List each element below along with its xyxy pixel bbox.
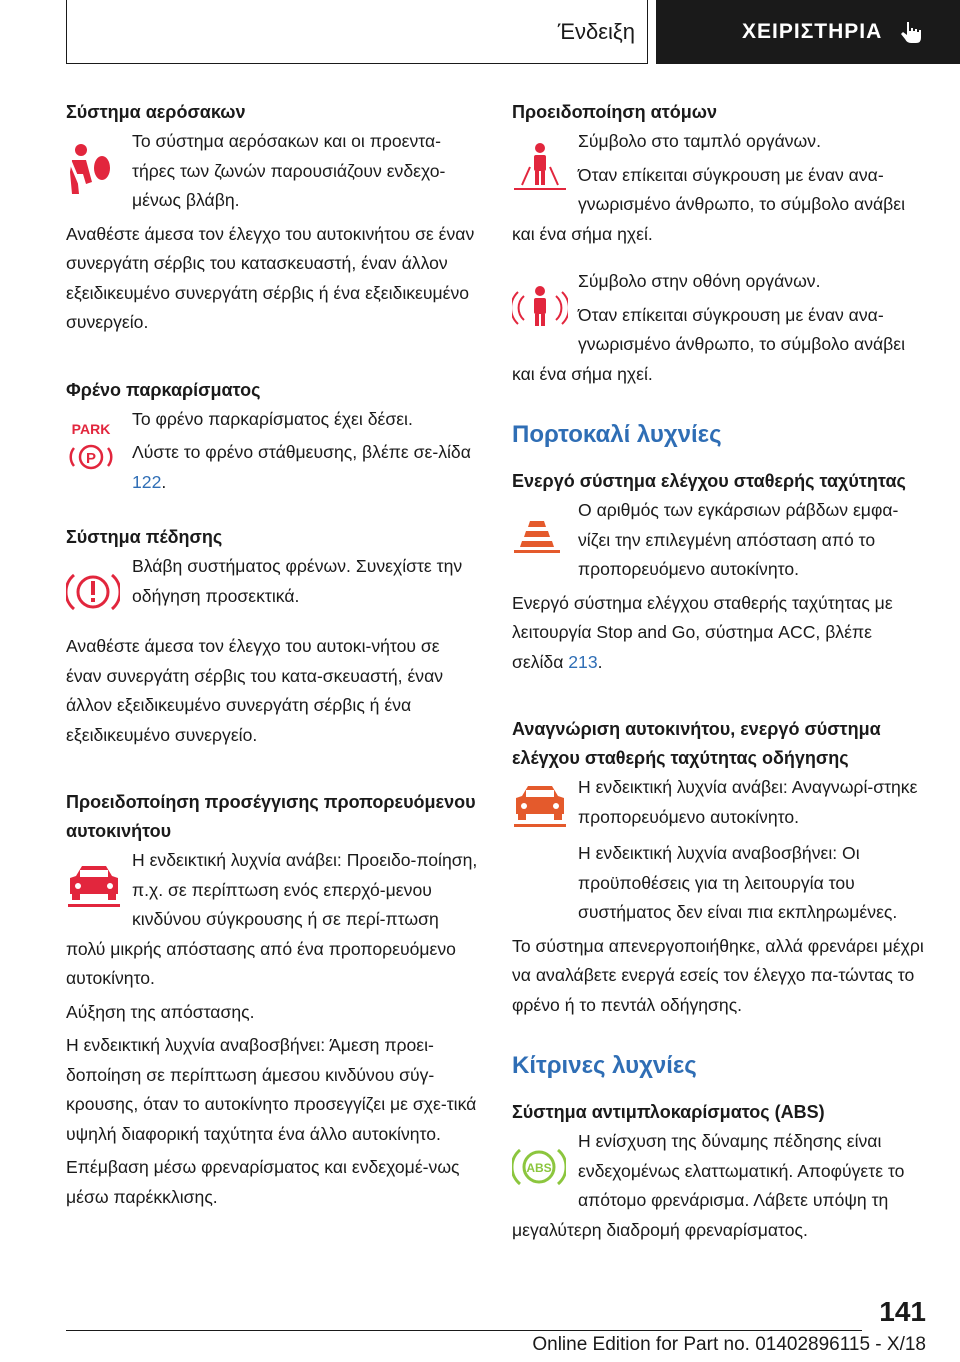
pedestrian-text-b1: Σύμβολο στην οθόνη οργάνων. (578, 271, 821, 291)
cruise-title: Ενεργό σύστημα ελέγχου σταθερής ταχύτητας (512, 471, 906, 491)
approach-block (66, 846, 478, 998)
header-chapter-tab (656, 0, 960, 64)
orange-lights-heading: Πορτοκαλί λυχνίες (512, 421, 722, 448)
cruise-page-link[interactable]: 213 (568, 651, 598, 672)
park-page-link[interactable]: 122 (132, 471, 162, 492)
page-number: 141 (879, 1296, 926, 1327)
airbag-icon (66, 127, 132, 213)
park-text-1: Το φρένο παρκαρίσματος έχει δέσει. (132, 408, 413, 429)
vehicle-detect-title: Αναγνώριση αυτοκινήτου, ενεργό σύστημα ελέγχου σταθερής ταχύτητας οδήγησης (512, 719, 881, 768)
footer-edition: Online Edition for Part no. 01402896115 - X/18 (532, 1334, 926, 1355)
brake-text-1: Βλάβη συστήματος φρένων. Συνεχίστε την οδήγηση προσεκτικά. (132, 556, 463, 606)
distance-bars-icon (512, 496, 578, 576)
header-section-tab (66, 0, 648, 64)
vehicle-text-1: Η ενδεικτική λυχνία ανάβει: Αναγνωρί-στηκε προπορευόμενο αυτοκίνητο. (578, 777, 918, 827)
abs-block (512, 1127, 928, 1249)
footer-divider (66, 1330, 862, 1331)
abs-icon (512, 1127, 578, 1207)
approach-text-2: Αύξηση της απόστασης. (66, 1001, 255, 1022)
airbag-block (66, 127, 478, 220)
header-chapter-label: ΧΕΙΡΙΣΤΗΡΙΑ (742, 20, 883, 43)
pedestrian-title: Προειδοποίηση ατόμων (512, 102, 717, 122)
yellow-lights-heading: Κίτρινες λυχνίες (512, 1052, 697, 1079)
abs-icon-label: ABS (526, 1161, 552, 1175)
brake-text-2: Αναθέστε άμεσα τον έλεγχο του αυτοκι-νήτου σε έναν συνεργάτη σέρβις του κατα-σκευαστή, έναν άλλον εξειδικευμένο συνεργάτη σέρβις ή ένα εξειδικευμένο συνεργείο. (66, 636, 444, 745)
pedestrian-display-icon (512, 267, 578, 347)
car-detect-icon (512, 773, 578, 839)
hand-pointer-icon (898, 18, 926, 46)
airbag-text-2: Αναθέστε άμεσα τον έλεγχο του αυτοκινήτου σε έναν συνεργάτη σέρβις του κατασκευαστή, έναν άλλον εξειδικευμένο συνεργάτη σέρβις ή ένα εξειδικευμένο συνεργείο. (66, 223, 475, 332)
approach-title: Προειδοποίηση προσέγγισης προπορευόμενου αυτοκινήτου (66, 792, 476, 841)
brake-warning-icon (66, 552, 132, 632)
park-block (66, 405, 478, 502)
vehicle-text-3: Το σύστημα απενεργοποιήθηκε, αλλά φρενάρει μέχρι να αναλάβετε ενεργά εσείς τον έλεγχο πα-τώντας το φρένο ή το πεντάλ οδήγησης. (512, 935, 924, 1015)
pedestrian-icon (512, 127, 578, 207)
abs-text-1: Η ενίσχυση της δύναμης πέδησης είναι ενδεχομένως ελαττωματική. Αποφύγετε το απότομο φρενάρισμα. Λάβετε υπόψη τη μεγαλύτερη διαδρομή φρεναρίσματος. (512, 1131, 905, 1240)
car-warning-icon (66, 846, 132, 926)
park-icon-label: PARK (71, 420, 111, 437)
pedestrian-text-a1: Σύμβολο στο ταμπλό οργάνων. (578, 131, 821, 151)
approach-text-4: Επέμβαση μέσω φρεναρίσματος και ενδεχομέ-νως μέσω παρέκκλισης. (66, 1157, 460, 1207)
vehicle-text-2: Η ενδεικτική λυχνία αναβοσβήνει: Οι προϋποθέσεις για τη λειτουργία του συστήματος δεν είναι πια εκπληρωμένες. (578, 843, 898, 922)
approach-text-3: Η ενδεικτική λυχνία αναβοσβήνει: Άμεση προει-δοποίηση σε περίπτωση άμεσου κινδύνου σύγ-κρουσης, όταν το αυτοκίνητο προσεγγίζει με σχε-τικά υψηλή διαφορική ταχύτητα ένα άλλο αυτοκίνητο. (66, 1035, 477, 1144)
park-brake-icon (66, 405, 132, 485)
park-text-2: Λύστε το φρένο στάθμευσης, βλέπε σε-λίδα 122. (132, 442, 471, 492)
left-column (66, 98, 478, 1216)
airbag-title: Σύστημα αερόσακων (66, 102, 246, 122)
svg-text:P: P (85, 449, 97, 467)
pedestrian-text-a2: Όταν επίκειται σύγκρουση με έναν ανα-γνωρισμένο άνθρωπο, το σύμβολο ανάβει και ένα σήμα ηχεί. (512, 164, 906, 244)
pedestrian-block-b (512, 267, 928, 393)
brake-block (66, 552, 478, 632)
right-column (512, 98, 928, 1249)
airbag-text-1: Το σύστημα αερόσακων και οι προεντα-τήρες των ζωνών παρουσιάζουν ενδεχο-μένως βλάβη. (132, 131, 446, 210)
abs-title: Σύστημα αντιμπλοκαρίσματος (ABS) (512, 1102, 825, 1122)
cruise-text-1: Ο αριθμός των εγκάρσιων ράβδων εμφα-νίζει την επιλεγμένη απόσταση από το προπορευόμενο αυτοκίνητο. (578, 500, 899, 579)
header-section-label: Ένδειξη (557, 18, 635, 44)
pedestrian-block-a (512, 127, 928, 253)
cruise-text-2: Ενεργό σύστημα ελέγχου σταθερής ταχύτητας με λειτουργία Stop and Go, σύστημα ACC, βλέπε σελίδα 213. (512, 592, 893, 672)
cruise-block (512, 496, 928, 589)
brake-title: Σύστημα πέδησης (66, 527, 223, 547)
pedestrian-text-b2: Όταν επίκειται σύγκρουση με έναν ανα-γνωρισμένο άνθρωπο, το σύμβολο ανάβει και ένα σήμα ηχεί. (512, 304, 906, 384)
park-title: Φρένο παρκαρίσματος (66, 379, 261, 400)
approach-text-1: Η ενδεικτική λυχνία ανάβει: Προειδο-ποίηση, π.χ. σε περίπτωση ενός επερχό-μενου κινδύνου σύγκρουσης ή σε περί-πτωση πολύ μικρής απόστασης από ένα προπορευόμενο αυτοκίνητο. (66, 850, 478, 988)
vehicle-block (512, 773, 928, 839)
